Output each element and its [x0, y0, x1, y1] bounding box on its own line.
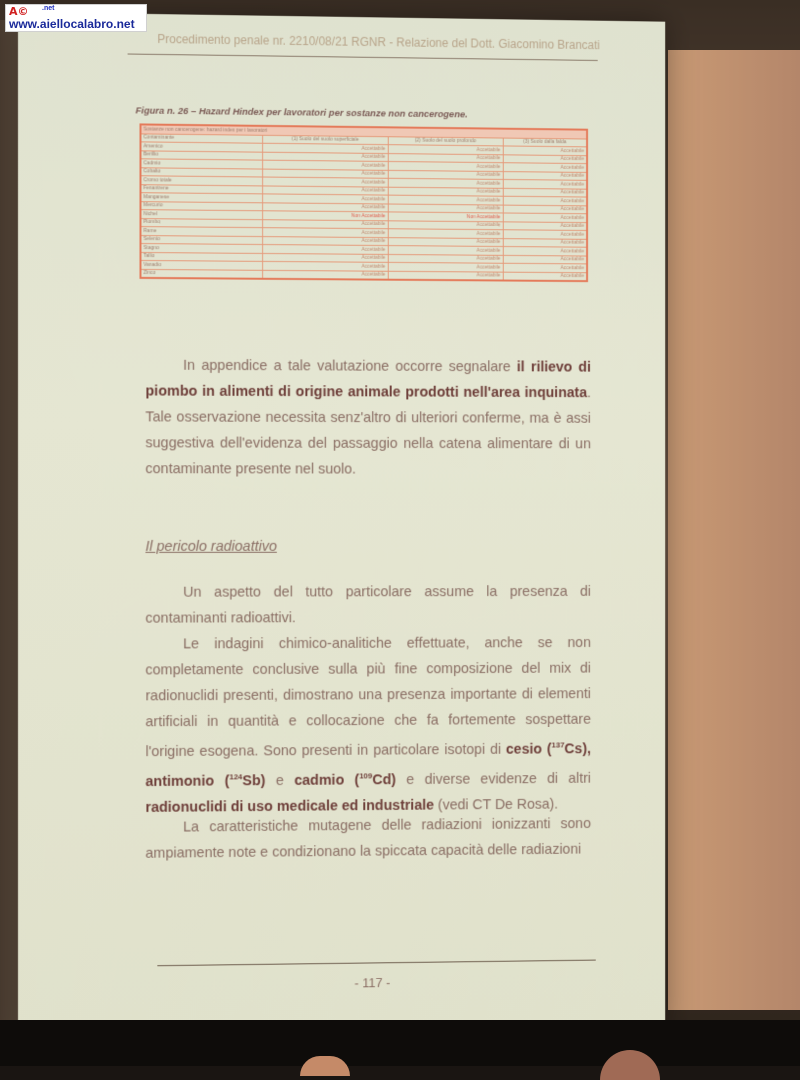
contaminant-cell: Cromo totale	[140, 176, 262, 186]
isotope-antimony: antimonio (	[145, 773, 230, 790]
figure-caption: Figura n. 26 – Hazard Hindex per lavoratori per sostanze non cancerogene.	[135, 105, 468, 121]
table-body	[140, 142, 587, 281]
footer-divider	[157, 960, 595, 967]
isotope-symbol: Sb)	[242, 772, 266, 789]
hazard-value-cell: Accettabile	[263, 202, 388, 212]
hazard-value-cell: Non Accettabile	[388, 212, 503, 221]
header-divider	[128, 54, 598, 61]
isotope-symbol: Cs),	[564, 741, 591, 758]
hazard-value-cell: Accettabile	[503, 146, 587, 155]
hazard-value-cell: Accettabile	[503, 246, 587, 255]
hazard-value-cell: Accettabile	[503, 238, 587, 247]
hazard-value-cell: Accettabile	[263, 160, 388, 170]
contaminant-cell: Piombo	[140, 218, 262, 228]
hazard-value-cell: Accettabile	[503, 154, 587, 163]
hazard-value-cell: Accettabile	[263, 236, 388, 245]
hazard-value-cell: Accettabile	[263, 261, 388, 270]
contaminant-cell: Mercurio	[140, 201, 262, 211]
table-title: Sostanze non cancerogene: hazard index per i lavoratori	[140, 124, 587, 138]
hazard-value-cell: Accettabile	[263, 143, 388, 153]
contaminant-cell: Manganese	[140, 193, 262, 203]
table-header: (1) Suolo del suolo superficiale	[263, 135, 388, 145]
hazard-value-cell: Accettabile	[263, 228, 388, 238]
isotope-mass: 137	[551, 740, 565, 750]
page-number: - 117 -	[354, 975, 391, 991]
paragraph-text: In appendice a tale valutazione occorre segnalare	[183, 357, 517, 376]
table-header: (2) Suolo del suolo profondo	[388, 136, 503, 146]
hazard-value-cell: Accettabile	[503, 263, 587, 272]
paragraph-text: Le indagini chimico-analitiche effettuate, anche se non completamente conclusive sulla più fine composizione del mix di radionuclidi presenti, dimostrano una presenza importante di elementi artificiali in quantità e collocazione che fa fortemente sospettare l'origine esogena. Sono presenti in particolare isotopi di	[145, 635, 591, 760]
hazard-value-cell: Accettabile	[263, 270, 388, 280]
paragraph-text: e	[265, 772, 295, 789]
hazard-value-cell: Accettabile	[388, 246, 503, 255]
section-title: Il pericolo radioattivo	[145, 538, 277, 555]
hazard-index-table	[139, 123, 588, 282]
paragraph-mutagenic: La caratteristiche mutagene delle radiazioni ionizzanti sono ampiamente note e condizionano la spiccata capacità delle radiazioni	[145, 816, 591, 862]
contaminant-cell: Selenio	[140, 235, 262, 244]
hazard-value-cell: Accettabile	[388, 178, 503, 188]
hazard-value-cell: Accettabile	[388, 229, 503, 238]
paragraph-text: (vedi CT De Rosa).	[433, 796, 559, 814]
hazard-value-cell: Accettabile	[388, 170, 503, 180]
watermark-url: www.aiellocalabro.net	[9, 17, 135, 31]
hazard-value-cell: Accettabile	[503, 205, 587, 214]
hazard-value-cell: Accettabile	[263, 245, 388, 254]
contaminant-cell: Cadmio	[140, 159, 262, 169]
paragraph-radionuclides	[145, 630, 590, 820]
hazard-value-cell: Accettabile	[263, 185, 388, 195]
paragraph-text: . Tale osservazione necessita senz'altro di ulteriori conferme, ma è assi suggestiva dell'evidenza del passaggio nella catena alimentare di un contaminante presente nel suolo.	[145, 385, 591, 478]
contaminant-cell: Berillio	[140, 150, 262, 160]
paragraph-emphasis: il rilievo di piombo in alimenti di origine animale prodotti nell'area inquinata	[145, 359, 591, 402]
isotope-cadmium: cadmio (	[294, 772, 360, 789]
hazard-value-cell: Accettabile	[503, 188, 587, 197]
hazard-value-cell: Accettabile	[388, 271, 503, 281]
hazard-value-cell: Accettabile	[388, 237, 503, 246]
hazard-value-cell: Accettabile	[503, 213, 587, 222]
hazard-value-cell: Accettabile	[503, 230, 587, 239]
paragraph-radioactive-intro: Un aspetto del tutto particolare assume la presenza di contaminanti radioattivi.	[145, 584, 591, 627]
hazard-value-cell: Accettabile	[503, 221, 587, 230]
hazard-value-cell: Accettabile	[503, 163, 587, 172]
paragraph-emphasis: radionuclidi di uso medicale ed industriale	[145, 797, 434, 816]
hazard-value-cell: Accettabile	[503, 255, 587, 264]
isotope-symbol: Cd)	[372, 771, 397, 788]
contaminant-cell: Nichel	[140, 210, 262, 220]
hazard-value-cell: Accettabile	[503, 171, 587, 180]
watermark-net: .net	[42, 5, 55, 12]
isotope-mass: 109	[359, 771, 373, 781]
contaminant-cell: Arsenico	[140, 142, 262, 152]
paragraph-text: e diverse evidenze di altri	[396, 770, 591, 788]
audience-foreground	[0, 1020, 800, 1066]
contaminant-cell: Cobalto	[140, 167, 262, 177]
hazard-value-cell: Accettabile	[388, 254, 503, 263]
table-header: Contaminante	[140, 133, 262, 143]
hazard-value-cell: Accettabile	[263, 169, 388, 179]
projected-slide	[18, 12, 665, 1040]
hazard-value-cell: Accettabile	[503, 272, 587, 281]
hazard-value-cell: Accettabile	[388, 145, 503, 155]
contaminant-cell: Stagno	[140, 244, 262, 253]
hazard-value-cell: Accettabile	[503, 196, 587, 205]
hazard-value-cell: Accettabile	[388, 220, 503, 229]
site-watermark	[5, 4, 147, 32]
hazard-value-cell: Accettabile	[263, 152, 388, 162]
hazard-value-cell: Accettabile	[388, 161, 503, 171]
hazard-value-cell: Accettabile	[388, 195, 503, 204]
hazard-value-cell: Accettabile	[263, 219, 388, 229]
hazard-value-cell: Non Accettabile	[263, 211, 388, 221]
paragraph-lead-finding	[145, 353, 590, 483]
hazard-value-cell: Accettabile	[503, 179, 587, 188]
slide-header: Procedimento penale nr. 2210/08/21 RGNR - Relazione del Dott. Giacomino Brancati	[157, 32, 600, 53]
hazard-value-cell: Accettabile	[388, 262, 503, 271]
hazard-value-cell: Accettabile	[263, 194, 388, 204]
wall-right	[668, 50, 800, 1010]
hazard-value-cell: Accettabile	[388, 153, 503, 163]
hazard-value-cell: Accettabile	[388, 187, 503, 197]
contaminant-cell: Rame	[140, 227, 262, 237]
hazard-value-cell: Accettabile	[263, 253, 388, 262]
isotope-cesium: cesio (	[505, 741, 552, 758]
contaminant-cell: Fenantrene	[140, 184, 262, 194]
contaminant-cell: Tallio	[140, 252, 262, 261]
hazard-value-cell: Accettabile	[388, 204, 503, 213]
hazard-value-cell: Accettabile	[263, 177, 388, 187]
contaminant-cell: Vanadio	[140, 260, 262, 269]
watermark-logo: A©	[9, 5, 29, 18]
contaminant-cell: Zinco	[140, 269, 262, 279]
isotope-mass: 124	[229, 772, 243, 782]
table-header: (3) Suolo dalla falda	[503, 138, 587, 147]
